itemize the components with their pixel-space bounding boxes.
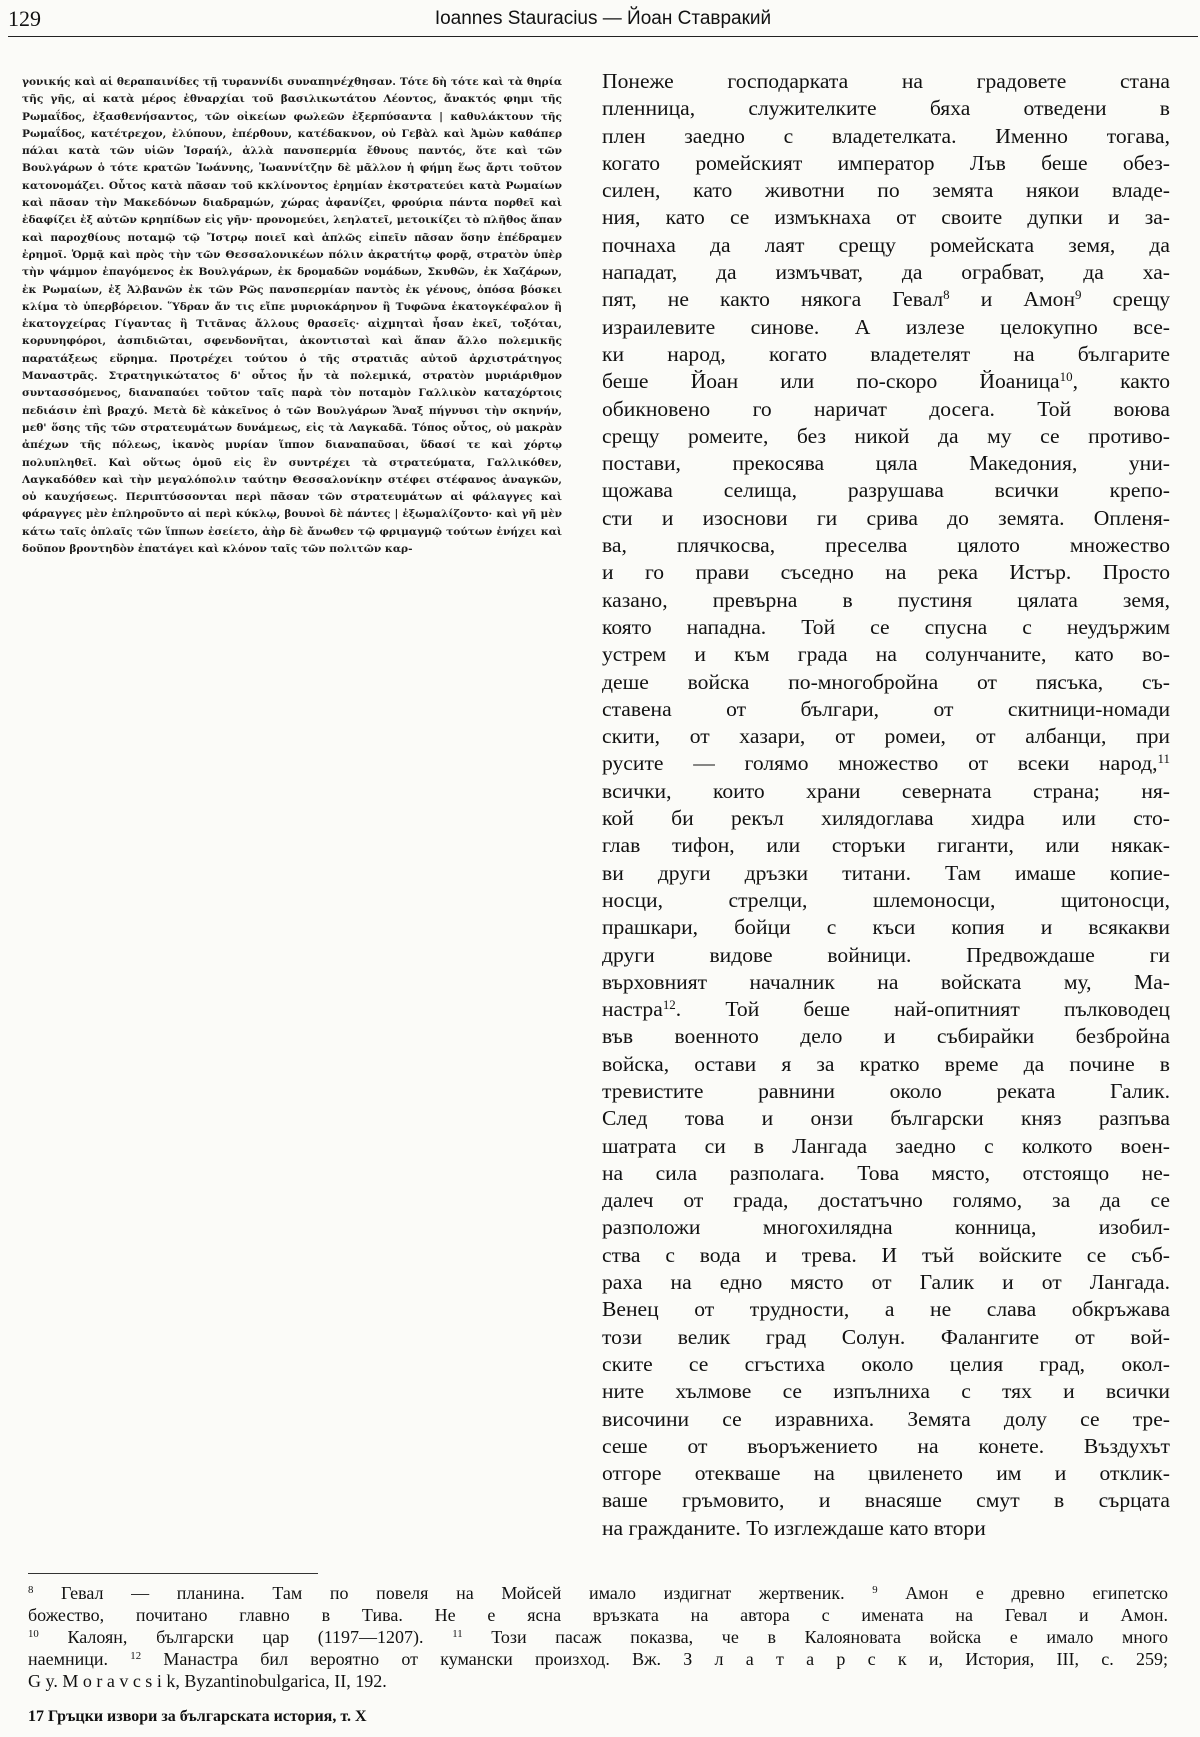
translation-line: този велик град Солун. Фалангите от вой-	[602, 1324, 1170, 1349]
translation-line: устрем и към града на солунчаните, като во-	[602, 642, 1170, 667]
translation-line: ния, като се измъкнаха от своите дупки и за-	[602, 205, 1170, 230]
translation-line: деше войска по-многобройна от пясъка, съ-	[602, 669, 1170, 694]
translation-line: на гражданите. То изглеждаше като втори	[602, 1515, 986, 1540]
footnote-marker: 11	[452, 1628, 463, 1641]
translation-line: пят, не както някога Гевал$^8$ и Амон$^9$ срещу	[602, 287, 1170, 312]
translation-line: ви други дръзки титани. Там имаше копие-	[602, 860, 1170, 885]
translation-line: израилевите синове. А излезе целокупно все-	[602, 314, 1170, 339]
translation-line: силен, като животни по земята някои владе-	[602, 178, 1170, 203]
translation-line: почнаха да лаят срещу ромейската земя, да	[602, 232, 1170, 257]
translation-line: шатрата си в Лангада заедно с колкото воен-	[602, 1133, 1170, 1158]
translation-line: скити, от хазари, от ромеи, от албанци, при	[602, 724, 1170, 749]
translation-line: ства с вода и трева. И тъй войските се съб-	[602, 1242, 1170, 1267]
translation-line: върховният началник на войската му, Ма-	[602, 969, 1170, 994]
translation-line: ва, плячкосва, преселва цялото множество	[602, 533, 1170, 558]
translation-line: глав тифон, или сторъки гиганти, или някак-	[602, 833, 1170, 858]
translation-line: други видове войници. Предвождаше ги	[602, 942, 1170, 967]
translation-line: ските се сгъстиха около целия град, окол-	[602, 1351, 1170, 1376]
translation-line: ваше гръмовито, и внасяше смут в сърцата	[602, 1488, 1170, 1513]
footnote-marker: 12	[130, 1650, 142, 1663]
translation-line: щожава селища, разрушава всички крепо-	[602, 478, 1170, 503]
footnote-line: $^8$ Гевал — планина. Там по повеля на Мойсей имало издигнат жертвеник. $^9$ Амон е древно египетско	[28, 1583, 1168, 1603]
translation-line: прашкари, бойци с къси копия и всякакви	[602, 915, 1170, 940]
translation-line: Венец от трудности, а не слава обкръжава	[602, 1297, 1170, 1322]
footnote-marker: 10	[28, 1628, 39, 1641]
translation-line: отгоре отекваше на цвиленето им и отклик-	[602, 1461, 1170, 1486]
footnote-marker: 8	[28, 1584, 34, 1597]
footnote-marker: 8	[943, 287, 950, 303]
translation-line: русите — голямо множество от всеки народ,$^{11}$	[602, 751, 1170, 776]
translation-line: пленница, служителките бяха отведени в	[602, 96, 1170, 121]
footnote-divider	[28, 1573, 318, 1574]
footnote-line: G y. M o r a v c s i k, Byzantinobulgarica, II, 192.	[28, 1671, 387, 1691]
greek-text-column: γονικής καὶ αἱ θεραπαινίδες τῇ τυραννίδι συναπηνέχθησαν. Τότε δὴ τότε καὶ τὰ θηρία τῆς γῆς, αἱ κατὰ μέρος ἐθναρχίαι τοῦ βασιλικωτάτου Λέοντος, ἄνακτός φημι τῆς Ρωμαΐδος, ἐξασθενήσαντος, τῶν οἰκείων φωλεῶν ἐξερπύσαντα | καθυλάκτουν τῆς Ρωμαΐδος, κατέτρεχον, ἐλύπουν, ἐπέρθουν, κατέδακνον, οὐ Γεβὰλ καὶ Ἀμὼν καθάπερ πάλαι κατὰ τῶν υἱῶν Ἰσραήλ, ἀλλὰ πανσπερμία ἔθνους παντός, ὅτε καὶ τῶν Βουλγάρων ὁ τότε κρατῶν Ἰωάννης, Ἰωαννίτζην δὲ μᾶλλον ἡ φήμη ἕως ἄρτι τοῦτον κατονομάζει. Οὗτος κατὰ πᾶσαν τοῦ κκλίνοντος ἐρημίαν ἐκστρατεύει κατὰ Ρωμαίων καὶ πᾶσαν τὴν Μακεδόνων διαδραμών, χώρας ἀφανίζει, φρούρια πάντα πορθεῖ καὶ ἐδαφίζει ἐξ αὐτῶν κρηπίδων εἰς γῆν· προνομεύει, λεηλατεῖ, μετοικίζει τὸ πλῆθος ἅπαν καὶ παροχθίους ποταμῷ τῷ Ἴστρῳ ποιεῖ καὶ ἁπλῶς εἰπεῖν πᾶσαν ὅσην ἐπέδραμεν ἐρημοῖ. Ὁρμᾷ καὶ πρὸς τὴν τῶν Θεσσαλονικέων πόλιν ἀκρατήτῳ φορᾷ, στρατὸν ὑπὲρ τὴν ψάμμον ἐπαγόμενος ἐκ Βουλγάρων, ἐκ δρομαδῶν νομάδων, Σκυθῶν, ἐκ Χαζάρων, ἐκ Ρωμαίων, ἐξ Ἀλβανῶν ἐκ τῶν Ρῶς πανσπερμίαν παντὸς ἐκ γένους, ὁπόσα βόσκει κλίμα τὸ ὑπερβόρειον. Ὕδραν ἄν τις εἴπε μυριοκάρηνον ἢ Τυφῶνα ἑκατογκέφαλον ἢ ἑκατογχείρας Γίγαντας ἢ Τιτᾶνας ἄλλους θρασεῖς· αἰχμηταὶ ἦσαν ἐκεῖ, τοξόται, κορυνηφόροι, ἀσπιδιῶται, σφενδονῆται, ἀκοντισταὶ καὶ ἅπαν ἄλλο πολεμικῆς παρατάξεως εὕρημα. Προτρέχει τούτου ὁ τῆς στρατιᾶς αὐτοῦ ἀρχιστράτηγος Μαναστρᾶς. Στρατηγικώτατος δ' οὗτος ἦν τὰ πολεμικά, στρατὸν μυριάριθμον συντασσόμενος, διαναπαύει τοῦτον ταῖς παρὰ τὸν ποταμὸν Γαλλικὸν καταχόρτοις πεδιάσιν ἐπὶ βραχύ. Μετὰ δὲ κἀκεῖνος ὁ τῶν Βουλγάρων Ἄναξ πήγνυσι τὴν σκηνήν, μεθ' ὅσης τῆς τῶν στρατευμάτων δυνάμεως, εἰς τὰ Λαγκαδᾶ. Τόπος οὗτος, οὐ μακρὰν ἀπέχων τῆς πόλεως, ἱκανὸς μυρίαν ἵππον διαναπαῦσαι, ὕδασί τε καὶ χόρτῳ πολυπληθεῖ. Καὶ οὕτως ὁμοῦ εἰς ἓν συντρέχει τὰ στρατεύματα, Γαλλικόθεν, Λαγκαδόθεν καὶ τὴν μεγαλόπολιν ταύτην Θεσσαλονίκην στέφει στέφανος ἀναγκῶν, οὐ καυχήσεως. Περιπτύσσονται περὶ πᾶσαν τῶν στρατευμάτων αἱ φάλαγγες καὶ φάραγγες μὲν ἐπληροῦντο αἱ περὶ κύκλῳ, βουνοὶ δὲ πάντες | ἐξωμαλίζοντο· καὶ γῆ μὲν κάτω ταῖς ὁπλαῖς τῶν ἵππων ἐσείετο, ἀὴρ δὲ ἄνωθεν τῷ φριμαγμῷ τούτων ἐνήχει καὶ δοῦπον βροντηδὸν ἐπατάγει καὶ κλόνον ταῖς τῶν πολιτῶν καρ-	[22, 76, 562, 556]
translation-line: войска, остави я за кратко време да почине в	[602, 1051, 1170, 1076]
translation-line: беше Йоан или по-скоро Йоаница$^{10}$, както	[602, 369, 1171, 394]
translation-line: разположи многохилядна конница, изобил-	[602, 1215, 1170, 1240]
translation-line: кой би рекъл хилядоглава хидра или сто-	[602, 806, 1170, 831]
page-footer: 17 Гръцки извори за българската история, т. X	[28, 1708, 367, 1725]
translation-line: сти и изоснови ги срива до земята. Опленя-	[602, 505, 1170, 530]
translation-line: ните хълмове се изпълниха с тях и всички	[602, 1379, 1170, 1404]
translation-line: обикновено го наричат досега. Той воюва	[602, 396, 1170, 421]
translation-line: когато ромейският император Лъв беше обез-	[602, 150, 1170, 175]
translation-line: Понеже господарката на градовете стана	[602, 69, 1170, 93]
footnote-marker: 12	[662, 996, 676, 1012]
footnote-marker: 9	[872, 1584, 878, 1597]
translation-line: казано, превърна в пустиня цялата земя,	[602, 587, 1170, 612]
footnote-marker: 11	[1157, 751, 1170, 767]
translation-line: постави, прекосява цяла Македония, уни-	[602, 451, 1170, 476]
translation-line: плен заедно с владетелката. Именно тогава,	[602, 123, 1170, 148]
translation-line: тревистите равнини около реката Галик.	[602, 1078, 1170, 1103]
page-number: 129	[8, 6, 41, 31]
translation-line: на сила разполага. Това място, отстоящо не-	[602, 1160, 1170, 1185]
translation-line: ставена от българи, от скитници-номади	[602, 696, 1170, 721]
footnote-line: $^{10}$ Калоян, български цар (1197—1207). $^{11}$ Този пасаж показва, че в Калояновата войска е имало много	[28, 1627, 1169, 1647]
running-title: Ioannes Stauracius — Йоан Ставракий	[434, 8, 772, 29]
translation-line: раха на едно място от Галик и от Лангада.	[602, 1270, 1170, 1295]
translation-line: която нападна. Той се спусна с неудържим	[602, 614, 1170, 639]
translation-line: нападат, да измъчват, да ограбват, да ха-	[602, 260, 1170, 285]
footnote-marker: 10	[1059, 369, 1073, 385]
translation-line: всички, които храни северната страна; ня-	[602, 778, 1170, 803]
footnote-line: божество, почитано главно в Тива. Не е ясна връзката на автора с имената на Гевал и Амон.	[28, 1605, 1168, 1625]
translation-line: настра$^{12}$. Той беше най-опитният пълководец	[602, 996, 1170, 1022]
footnotes	[28, 1582, 1168, 1692]
translation-line: носци, стрелци, шлемоносци, щитоносци,	[602, 887, 1170, 912]
translation-line: височини се изравниха. Земята долу се тре-	[602, 1406, 1170, 1431]
translation-line: ки народ, когато владетелят на българите	[602, 341, 1170, 366]
running-header	[8, 6, 1198, 37]
translation-line: срещу ромеите, без никой да му се противо-	[602, 423, 1170, 448]
footnote-line: наемници. $^{12}$ Манастра бил вероятно от кумански произход. Вж. З л а т а р с к и, История, III, с. 259;	[28, 1649, 1168, 1669]
translation-line: сеше от въоръжението на конете. Въздухът	[602, 1433, 1170, 1458]
translation-line: далеч от града, достатъчно голямо, за да се	[602, 1188, 1170, 1213]
footnote-marker: 9	[1075, 287, 1082, 303]
translation-line: във военното дело и събирайки безбройна	[602, 1024, 1170, 1049]
translation-line: и го прави съседно на река Истър. Просто	[602, 560, 1170, 585]
translation-line: След това и онзи български княз разпъва	[602, 1106, 1170, 1131]
bulgarian-translation-column	[602, 68, 1170, 1542]
